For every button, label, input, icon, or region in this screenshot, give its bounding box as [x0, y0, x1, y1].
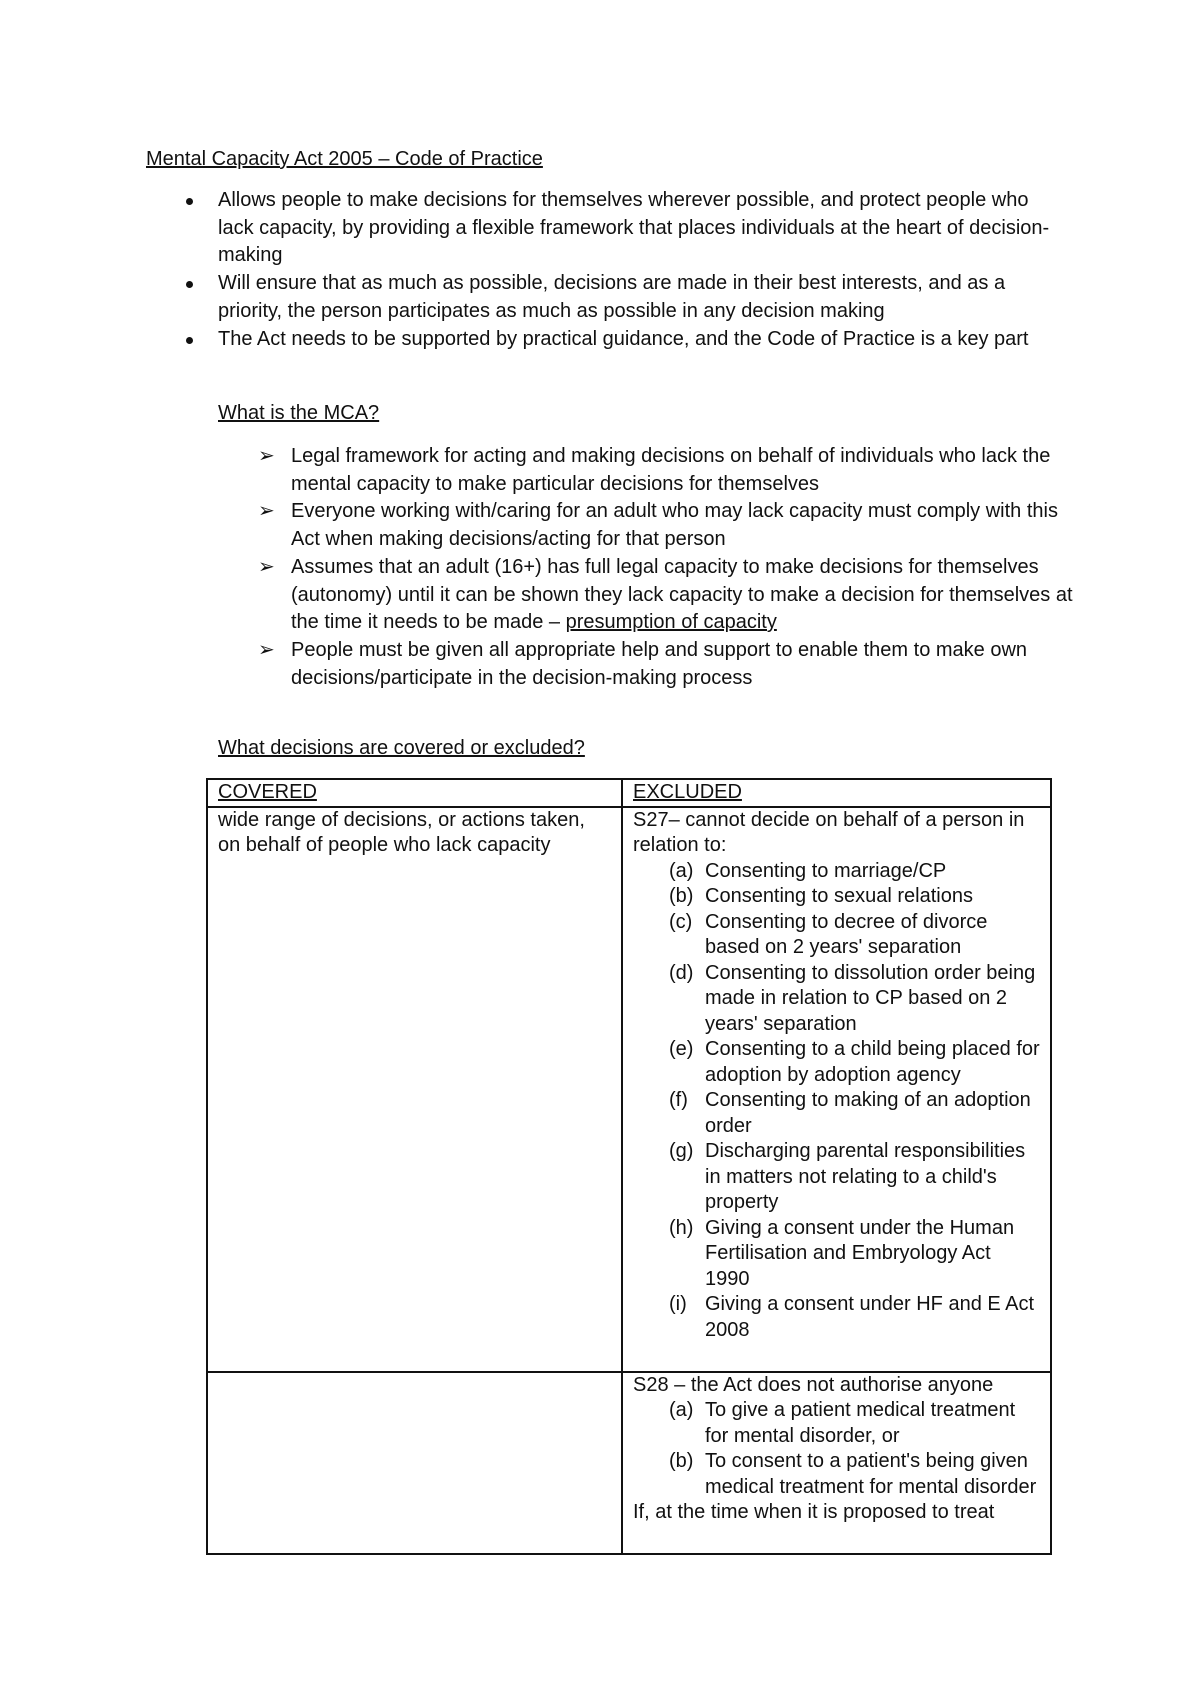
list-item: Will ensure that as much as possible, decisions are made in their best interests, and as a priority, the person participates as much as possible in any decision making [146, 270, 1066, 325]
decisions-heading: What decisions are covered or excluded? [218, 737, 585, 759]
list-item: (b) To consent to a patient's being given medical treatment for mental disorder [669, 1450, 1037, 1498]
list-item: ➢ Everyone working with/caring for an adult who may lack capacity must comply with this Act when making decisions/acting for that person [258, 500, 1058, 551]
list-item: Allows people to make decisions for themselves wherever possible, and protect people who lack capacity, by providing a flexible framework that places individuals at the heart of decision-making [146, 187, 1066, 270]
what-is-heading: What is the MCA? [218, 402, 380, 424]
arrow-bullet-icon: ➢ [258, 555, 275, 578]
table-row [207, 1372, 1051, 1554]
list-item: (d) Consenting to dissolution order being made in relation to CP based on 2 years' separation [669, 961, 1036, 1035]
arrow-bullet-icon: ➢ [258, 445, 275, 467]
list-item: (c) Consenting to decree of divorce based on 2 years' separation [669, 910, 988, 958]
s28-intro: S28 – the Act does not authorise anyone [633, 1373, 994, 1396]
excluded-header: EXCLUDED [622, 779, 1051, 807]
list-item: (g) Discharging parental responsibilities in matters not relating to a child's property [669, 1140, 1026, 1213]
s27-list [633, 859, 1040, 1344]
list-item: (b) Consenting to sexual relations [669, 885, 973, 907]
s27-intro: S27– cannot decide on behalf of a person in relation to: [633, 808, 1025, 856]
bullet-icon [186, 281, 193, 288]
s28-tail: If, at the time when it is proposed to treat [633, 1501, 995, 1523]
list-item: ➢ Legal framework for acting and making decisions on behalf of individuals who lack the mental capacity to make particular decisions for themselves [258, 445, 1051, 495]
arrow-bullet-icon: ➢ [258, 638, 275, 661]
covered-cell-empty [207, 1372, 622, 1554]
list-item: (h) Giving a consent under the Human Fertilisation and Embryology Act 1990 [669, 1216, 1015, 1290]
covered-cell: wide range of decisions, or actions taken, on behalf of people who lack capacity [207, 807, 622, 1372]
table-row [207, 807, 1051, 1372]
page-title: Mental Capacity Act 2005 – Code of Practice [146, 148, 543, 170]
table-header-row [207, 779, 1051, 807]
list-item: (f) Consenting to making of an adoption order [669, 1089, 1031, 1137]
list-item: (a) Consenting to marriage/CP [669, 859, 947, 882]
list-item: ➢ Assumes that an adult (16+) has full legal capacity to make decisions for themselves (autonomy) until it can be shown they lack capacity to make a decision for themselves at the time it needs to be made – presumption of capacity [258, 555, 1073, 634]
s28-list [633, 1398, 1040, 1500]
list-item: (i) Giving a consent under HF and E Act 2008 [669, 1293, 1035, 1341]
what-is-list [218, 443, 1078, 692]
excluded-cell-s28 [622, 1372, 1051, 1554]
list-item: (a) To give a patient medical treatment for mental disorder, or [669, 1399, 1016, 1447]
list-item: The Act needs to be supported by practical guidance, and the Code of Practice is a key part [146, 326, 1066, 354]
covered-header: COVERED [207, 779, 622, 807]
decisions-table [206, 778, 1052, 1555]
intro-bullet-list [146, 187, 1066, 353]
list-item: ➢ People must be given all appropriate help and support to enable them to make own decisions/participate in the decision-making process [258, 638, 1028, 689]
excluded-cell-s27 [622, 807, 1051, 1372]
bullet-icon [186, 198, 193, 205]
arrow-bullet-icon: ➢ [258, 500, 275, 523]
presumption-of-capacity-term: presumption of capacity [565, 611, 777, 634]
bullet-icon [186, 337, 193, 344]
list-item: (e) Consenting to a child being placed for adoption by adoption agency [669, 1038, 1040, 1086]
